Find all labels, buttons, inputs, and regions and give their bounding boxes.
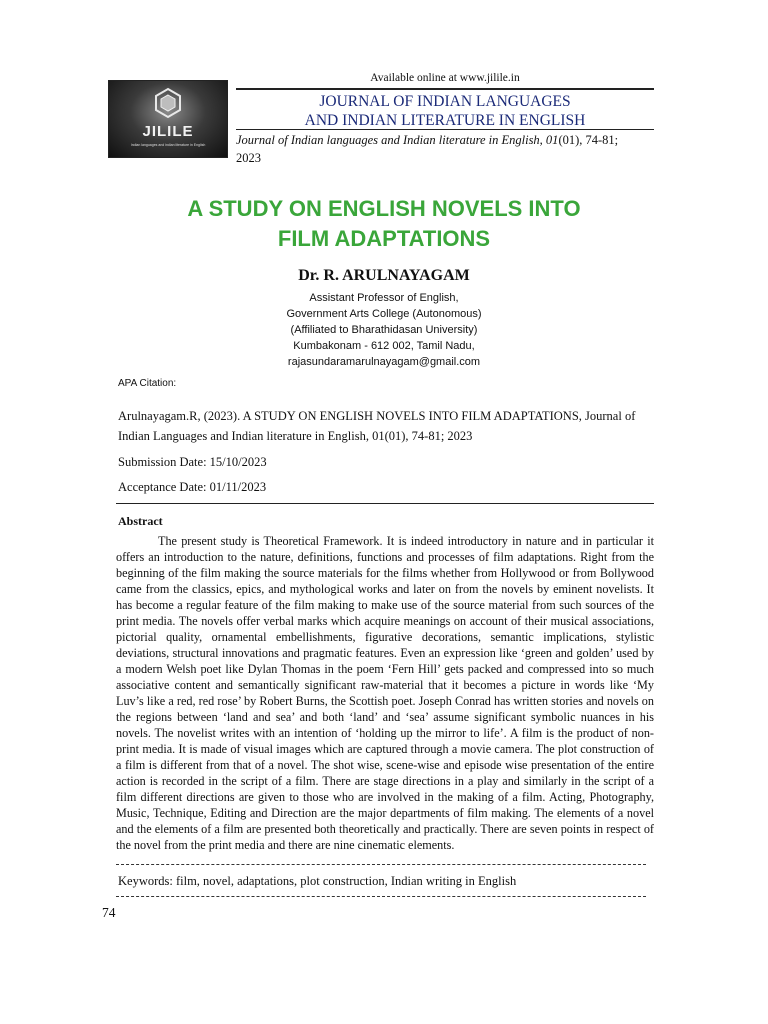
journal-title (236, 92, 654, 130)
submission-date: Submission Date: 15/10/2023 (118, 455, 267, 469)
journal-logo (108, 80, 228, 158)
abstract-body: The present study is Theoretical Framework. It is indeed introductory in nature and in particular it offers an introduction to the nature, definitions, functions and processes of film adaptations. Right from the beginning of the film making the source materials for the films whether from Hollywood or from Bollywood came from the classics, epics, and mythological works and later on from the novels by eminent novelists. It has become a regular feature of the film making to make use of the source material from such sources of the print media. The novels offer verbal marks which acquire meanings on account of their musical associations, pictorial quality, ornamental embellishments, figurative decorations, semantic implications, stylistic deviations, structural innovations and pragmatic features. Even an expression like ‘green and golden’ used by a modern Welsh poet like Dylan Thomas in the poem ‘Fern Hill’ gets packed and compressed into so much associative content and semantically significant raw-material that it becomes a picture in words like ‘My Luv’s like a red, red rose’ by Robert Burns, the Scottish poet. Joseph Conrad has written stories and novels on the regions between ‘land and sea’ and both ‘land’ and ‘sea’ assume significant symbolic nuances in his novels. The novelist writes with an intention of ‘holding up the mirror to life’. A film is the product of non-print media. It is made of visual images which are captured through a movie camera. The plot construction of a film is different from that of a novel. The shot wise, scene-wise and episode wise presentation of the entire action is recorded in the script of a film. There are stage directions in a play and similarly in the script of a film different directions are given to those who are involved in the making of a film. Acting, Photography, Music, Technique, Editing and Direction are the major departments of film making. The elements of a novel and the elements of a film are presented both theoretically and practically. There are seven points in respect of the novel from the print media and there are nine cinematic elements. (116, 534, 654, 852)
logo-wordmark: JILILE (142, 123, 194, 140)
available-online-text: Available online at www.jilile.in (370, 72, 520, 84)
affiliation-college: Government Arts College (Autonomous) (286, 308, 482, 320)
abstract-rule (116, 503, 654, 504)
author-email: rajasundaramarulnayagam@gmail.com (287, 356, 481, 368)
acceptance-date: Acceptance Date: 01/11/2023 (118, 480, 267, 494)
keywords-divider-bottom (116, 896, 646, 897)
page-number: 74 (102, 905, 116, 920)
hexagon-emblem-icon (153, 87, 183, 119)
journal-citation (236, 131, 654, 167)
abstract-heading: Abstract (118, 514, 163, 528)
author-name: Dr. R. ARULNAYAGAM (298, 267, 470, 284)
apa-citation-text: Arulnayagam.R, (2023). A STUDY ON ENGLISH NOVELS INTO FILM ADAPTATIONS, Journal of Indian Languages and Indian literature in English, 01(01), 74-81; 2023 (118, 409, 636, 443)
keywords-divider-top (116, 864, 646, 865)
journal-title-line2: AND INDIAN LITERATURE IN ENGLISH (304, 112, 586, 129)
article-title (90, 194, 678, 254)
article-title-line1: A STUDY ON ENGLISH NOVELS INTO (187, 196, 581, 221)
keywords-line: Keywords: film, novel, adaptations, plot construction, Indian writing in English (118, 874, 517, 888)
journal-citation-year: 2023 (236, 151, 261, 165)
logo-subtext: Indian languages and indian literature in English (130, 143, 206, 147)
journal-citation-italic: Journal of Indian languages and Indian literature in English, 01 (236, 133, 559, 147)
header-rule-bottom (236, 129, 654, 130)
journal-title-line1: JOURNAL OF INDIAN LANGUAGES (319, 93, 571, 110)
header-rule-top (236, 88, 654, 90)
affiliation-position: Assistant Professor of English, (309, 292, 459, 304)
author-affiliation (90, 290, 678, 370)
journal-citation-issue: (01), 74-81; (558, 133, 619, 147)
affiliation-location: Kumbakonam - 612 002, Tamil Nadu, (293, 340, 475, 352)
affiliation-university: (Affiliated to Bharathidasan University) (290, 324, 478, 336)
apa-citation-label: APA Citation: (118, 378, 177, 389)
article-title-line2: FILM ADAPTATIONS (277, 226, 491, 251)
